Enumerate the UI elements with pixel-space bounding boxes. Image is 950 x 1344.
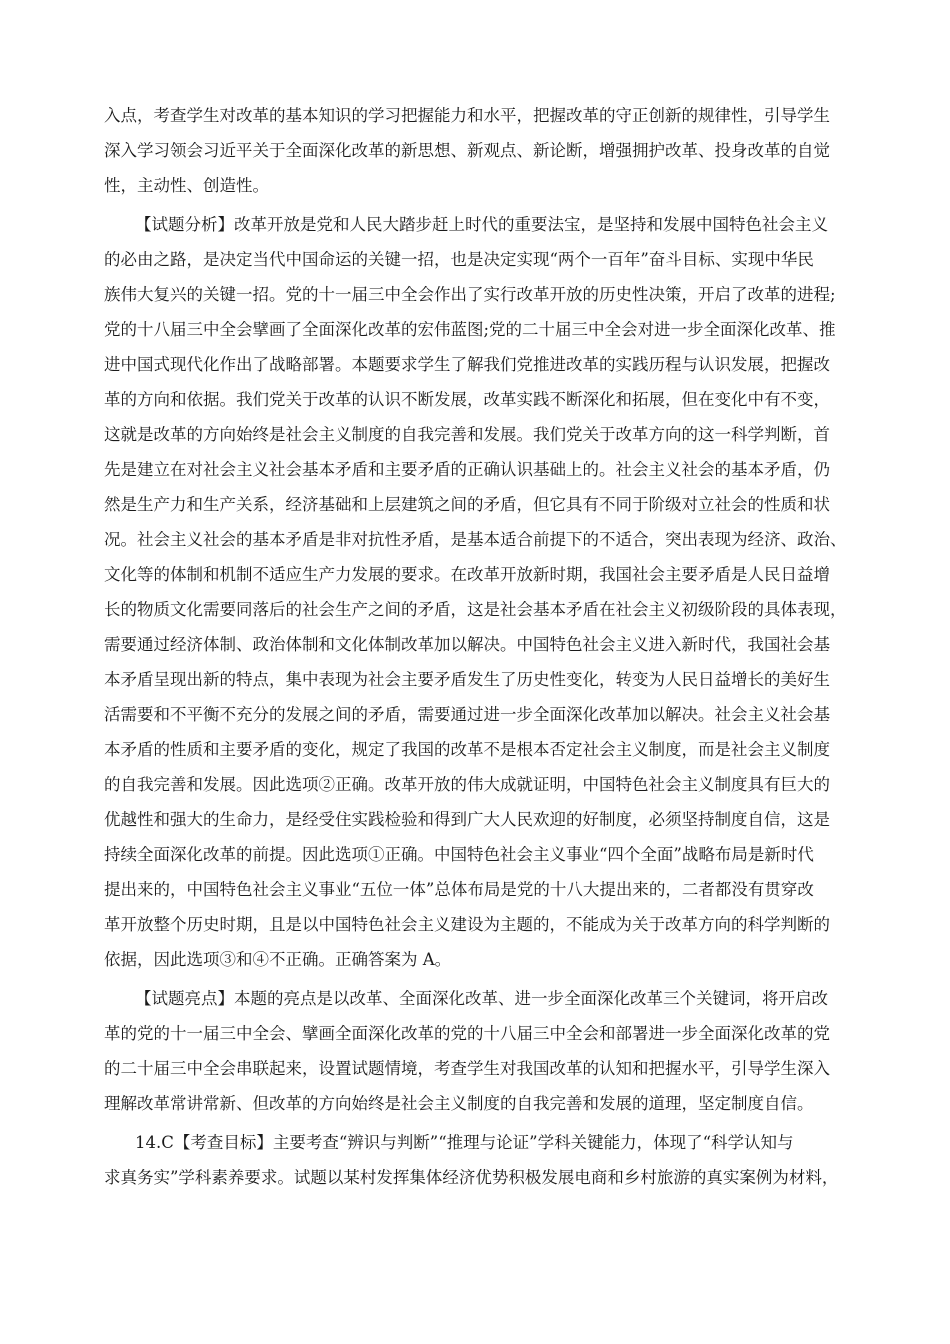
text-line: 进中国式现代化作出了战略部署。本题要求学生了解我们党推进改革的实践历程与认识发展，把握改 [104,355,830,374]
text-line: 本矛盾呈现出新的特点，集中表现为社会主要矛盾发生了历史性变化，转变为人民日益增长的美好生 [104,670,830,689]
text-line: 这就是改革的方向始终是社会主义制度的自我完善和发展。我们党关于改革方向的这一科学判断，首 [104,425,830,444]
text-line: 先是建立在对社会主义社会基本矛盾和主要矛盾的正确认识基础上的。社会主义社会的基本矛盾，仍 [104,460,830,479]
text-line: 革的方向和依据。我们党关于改革的认识不断发展，改革实践不断深化和拓展，但在变化中有不变， [104,390,830,409]
text-line: 深入学习领会习近平关于全面深化改革的新思想、新观点、新论断，增强拥护改革、投身改革的自觉 [104,141,830,160]
paragraph-highlight-start: 【试题亮点】本题的亮点是以改革、全面深化改革、进一步全面深化改革三个关键词，将开启改 [135,989,828,1008]
text-line: 革开放整个历史时期，且是以中国特色社会主义建设为主题的，不能成为关于改革方向的科学判断的 [104,915,830,934]
paragraph-question-14-start: 14.C【考查目标】主要考查“辨识与判断”“推理与论证”学科关键能力，体现了“科学认知与 [135,1133,794,1152]
text-line: 况。社会主义社会的基本矛盾是非对抗性矛盾，是基本适合前提下的不适合，突出表现为经济、政治、 [104,530,847,549]
text-line: 需要通过经济体制、政治体制和文化体制改革加以解决。中国特色社会主义进入新时代，我国社会基 [104,635,830,654]
text-line: 的自我完善和发展。因此选项②正确。改革开放的伟大成就证明，中国特色社会主义制度具有巨大的 [104,775,830,794]
text-line: 本矛盾的性质和主要矛盾的变化，规定了我国的改革不是根本否定社会主义制度，而是社会主义制度 [104,740,830,759]
text-line: 理解改革常讲常新、但改革的方向始终是社会主义制度的自我完善和发展的道理，坚定制度自信。 [104,1094,814,1113]
text-line: 性，主动性、创造性。 [104,176,269,195]
text-line: 提出来的，中国特色社会主义事业“五位一体”总体布局是党的十八大提出来的，二者都没有贯穿改 [104,880,814,899]
text-line: 活需要和不平衡不充分的发展之间的矛盾，需要通过进一步全面深化改革加以解决。社会主义社会基 [104,705,830,724]
text-line: 持续全面深化改革的前提。因此选项①正确。中国特色社会主义事业“四个全面”战略布局是新时代 [104,845,814,864]
text-line: 优越性和强大的生命力，是经受住实践检验和得到广大人民欢迎的好制度，必须坚持制度自信，这是 [104,810,830,829]
text-line: 的二十届三中全会串联起来，设置试题情境，考查学生对我国改革的认知和把握水平，引导学生深入 [104,1059,830,1078]
text-line: 依据，因此选项③和④不正确。正确答案为 A。 [104,950,452,969]
text-line: 族伟大复兴的关键一招。党的十一届三中全会作出了实行改革开放的历史性决策，开启了改革的进程; [104,285,836,304]
text-line: 入点，考查学生对改革的基本知识的学习把握能力和水平，把握改革的守正创新的规律性，引导学生 [104,106,830,125]
paragraph-analysis-start: 【试题分析】改革开放是党和人民大踏步赶上时代的重要法宝，是坚持和发展中国特色社会主义 [135,215,828,234]
text-line: 长的物质文化需要同落后的社会生产之间的矛盾，这是社会基本矛盾在社会主义初级阶段的具体表现， [104,600,847,619]
text-line: 党的十八届三中全会擘画了全面深化改革的宏伟蓝图;党的二十届三中全会对进一步全面深化改革、推 [104,320,836,339]
text-line: 革的党的十一届三中全会、擘画全面深化改革的党的十八届三中全会和部署进一步全面深化改革的党 [104,1024,830,1043]
text-line: 然是生产力和生产关系，经济基础和上层建筑之间的矛盾，但它具有不同于阶级对立社会的性质和状 [104,495,830,514]
text-line: 的必由之路，是决定当代中国命运的关键一招，也是决定实现“两个一百年”奋斗目标、实现中华民 [104,250,814,269]
text-line: 文化等的体制和机制不适应生产力发展的要求。在改革开放新时期，我国社会主要矛盾是人民日益增 [104,565,830,584]
text-line: 求真务实”学科素养要求。试题以某村发挥集体经济优势积极发展电商和乡村旅游的真实案例为材料， [104,1168,839,1187]
